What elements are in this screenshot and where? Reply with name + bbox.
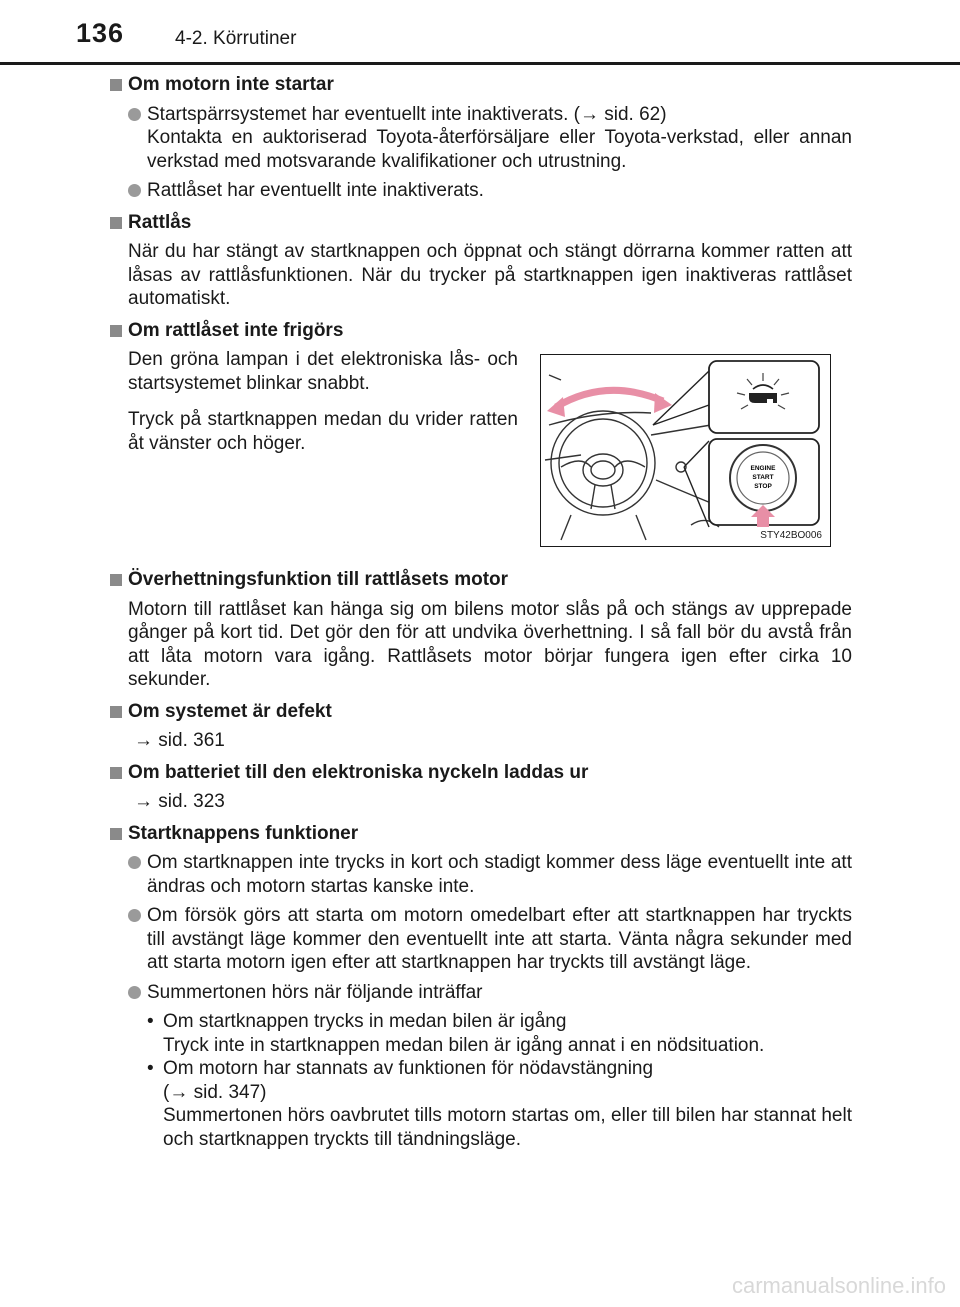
section-heading: Rattlås xyxy=(110,211,852,235)
sub-bullet-text: Om motorn har stannats av funktionen för nödavstängning xyxy=(163,1058,654,1079)
paragraph: Motorn till rattlåset kan hänga sig om bilens motor slås på och stängs av upprepade gånger på kort tid. Det gör den för att undvika överhettning. I så fall bör du avstå från att låta motorn vara igång. Rattlåsets motor börjar fungera igen efter cirka 10 sekunder. xyxy=(128,598,852,690)
section-heading: Om motorn inte startar xyxy=(110,73,852,97)
section-heading: Om systemet är defekt xyxy=(110,700,852,724)
page-number: 136 xyxy=(76,18,125,48)
page-reference: → sid. 361 xyxy=(134,730,225,751)
bullet-text: Kontakta en auktoriserad Toyota-återförsäljare eller Toyota-verkstad, eller annan verkstad med motsvarande kvalifikationer och utrustning. xyxy=(147,127,852,172)
header-rule xyxy=(0,62,960,65)
paragraph: Den gröna lampan i det elektroniska lås- och startsystemet blinkar snabbt. xyxy=(128,349,518,394)
round-bullet-icon xyxy=(128,856,141,869)
round-bullet-icon xyxy=(128,108,141,121)
sub-bullet-text: Tryck inte in startknappen medan bilen är igång annat i en nödsituation. xyxy=(163,1034,765,1056)
bullet-item xyxy=(110,981,852,1005)
square-bullet-icon xyxy=(110,217,122,229)
bullet-text: Summertonen hörs när följande inträffar xyxy=(147,981,483,1003)
small-bullet-icon: • xyxy=(147,1058,154,1079)
button-label-line-1: ENGINE xyxy=(750,465,776,472)
square-bullet-icon xyxy=(110,706,122,718)
bullet-item xyxy=(110,103,852,174)
watermark: carmanualsonline.info xyxy=(731,1273,946,1298)
paragraph: När du har stängt av startknappen och öppnat och stängt dörrarna kommer ratten att låsas av rattlåsfunktionen. När du trycker på startknappen igen inaktiveras rattlåset automatiskt. xyxy=(128,241,852,309)
round-bullet-icon xyxy=(128,986,141,999)
square-bullet-icon xyxy=(110,325,122,337)
sub-bullet-text: (→ sid. 347) xyxy=(163,1081,267,1103)
button-label-line-3: STOP xyxy=(754,483,772,490)
steering-lock-illustration xyxy=(540,354,831,547)
bullet-item xyxy=(110,851,852,898)
bullet-text: Om startknappen inte trycks in kort och stadigt kommer dess läge eventuellt inte att ändras och motorn startas kanske inte. xyxy=(147,852,852,897)
section-heading: Överhettningsfunktion till rattlåsets motor xyxy=(110,568,852,592)
section-heading: Startknappens funktioner xyxy=(110,822,852,846)
section-heading: Om batteriet till den elektroniska nyckeln laddas ur xyxy=(110,761,852,785)
sub-bullet-item xyxy=(110,1057,852,1151)
paragraph: Tryck på startknappen medan du vrider ratten åt vänster och höger. xyxy=(128,409,518,454)
page-content xyxy=(110,73,852,1151)
page-reference: → sid. 323 xyxy=(134,791,225,812)
sub-bullet-text: Om startknappen trycks in medan bilen är igång xyxy=(163,1011,567,1032)
bullet-text: Om försök görs att starta om motorn omedelbart efter att startknappen har tryckts till avstängt läge kommer den eventuellt inte att starta. Vänta några sekunder med att starta motorn igen efter att startknappen har tryckts till avstängt läge. xyxy=(147,905,852,973)
figure-code: STY42BO006 xyxy=(760,530,822,541)
small-bullet-icon: • xyxy=(147,1011,154,1032)
square-bullet-icon xyxy=(110,79,122,91)
button-label-line-2: START xyxy=(752,474,774,481)
sub-bullet-item xyxy=(110,1010,852,1057)
round-bullet-icon xyxy=(128,184,141,197)
chapter-title: 4-2. Körrutiner xyxy=(175,28,297,49)
steering-wheel-icon xyxy=(541,355,829,545)
bullet-text: Startspärrsystemet har eventuellt inte inaktiverats. (→ sid. 62) xyxy=(147,103,667,125)
sub-bullet-text: Summertonen hörs oavbrutet tills motorn startas om, eller till bilen har stannat helt och startknappen tryckts till tändningsläge. xyxy=(163,1105,852,1150)
section-heading: Om rattlåset inte frigörs xyxy=(110,319,852,343)
round-bullet-icon xyxy=(128,909,141,922)
square-bullet-icon xyxy=(110,828,122,840)
bullet-text: Rattlåset har eventuellt inte inaktiverats. xyxy=(147,180,484,201)
bullet-item xyxy=(110,904,852,975)
square-bullet-icon xyxy=(110,574,122,586)
square-bullet-icon xyxy=(110,767,122,779)
bullet-item xyxy=(110,179,852,203)
